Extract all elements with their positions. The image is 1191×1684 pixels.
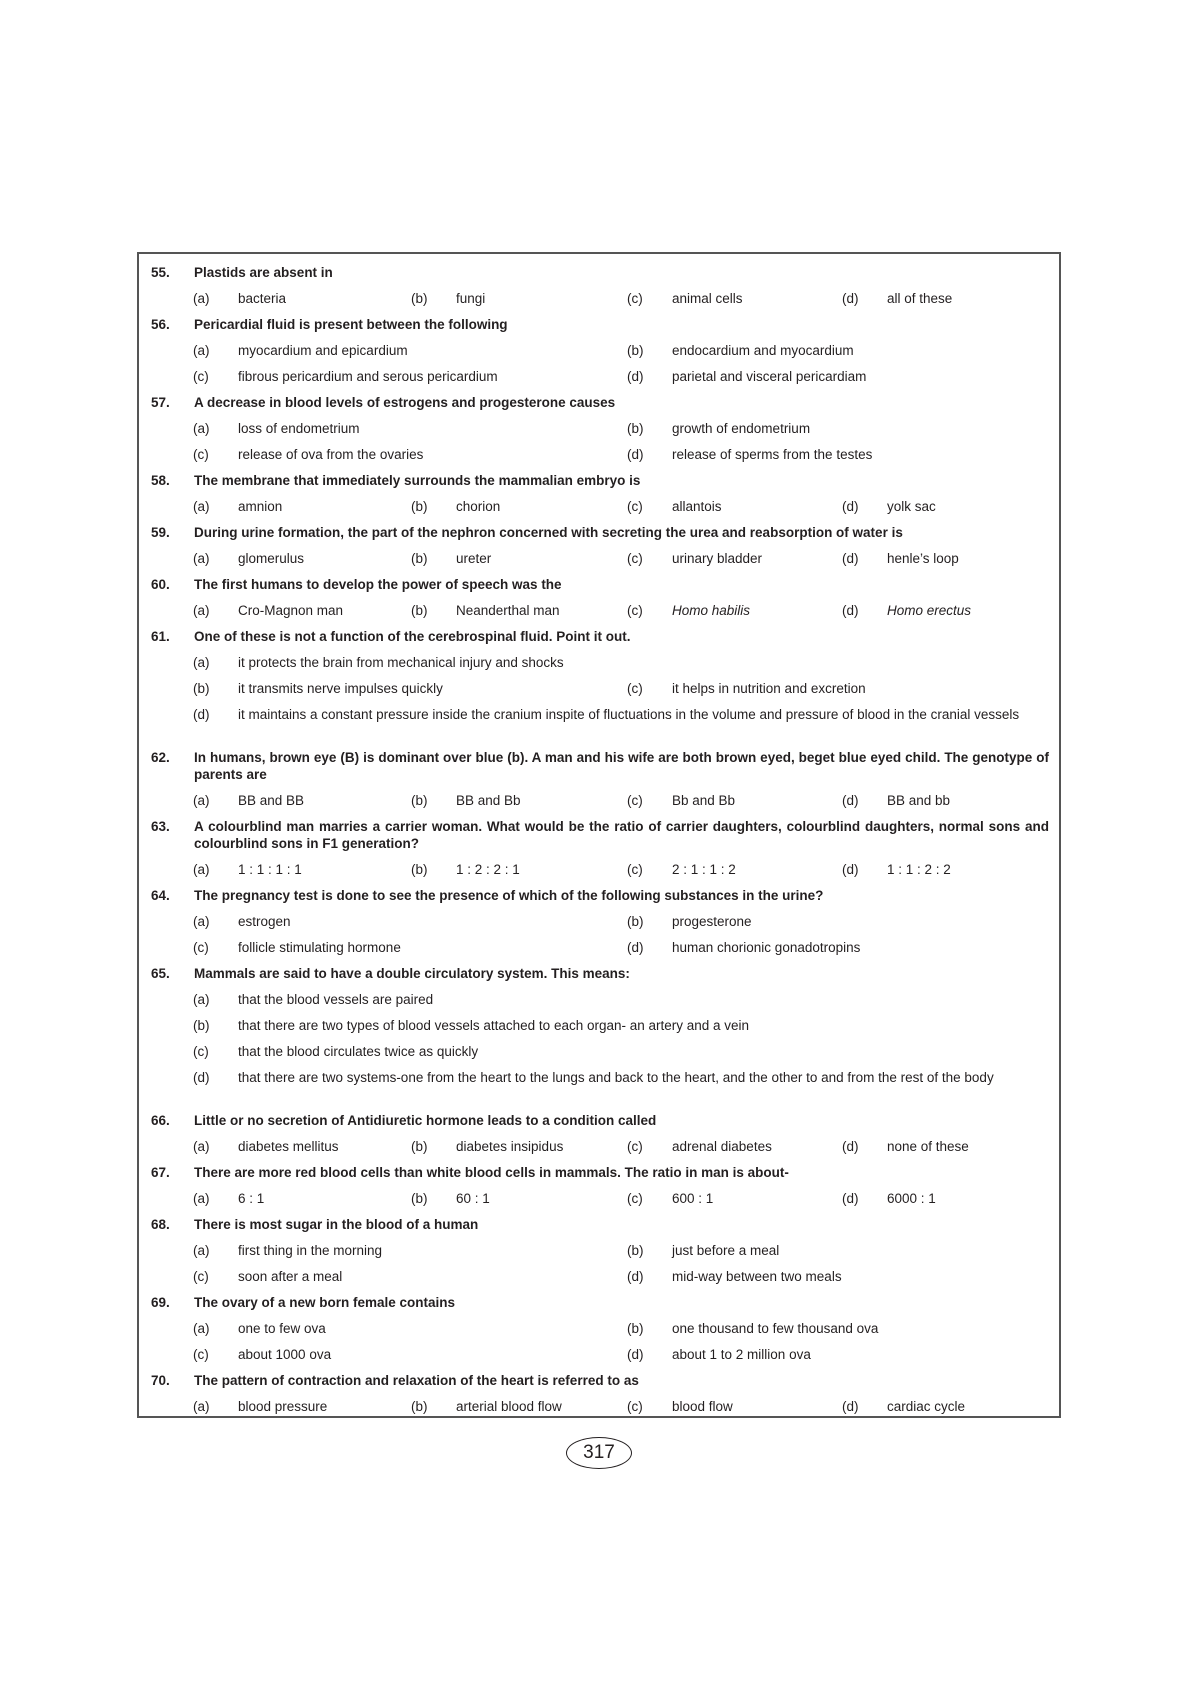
question-62	[151, 749, 1049, 783]
option-label: (d)	[627, 369, 644, 384]
question-text: A colourblind man marries a carrier woman. What would be the ratio of carrier daughters, colourblind daughters, normal sons and colourblind sons in F1 generation?	[194, 819, 1049, 851]
option-label: (c)	[193, 940, 209, 955]
option-text: that there are two types of blood vessels attached to each organ- an artery and a vein	[238, 1018, 750, 1033]
option-label: (c)	[627, 681, 643, 696]
option-label: (b)	[627, 343, 644, 358]
option-label: (c)	[193, 1044, 209, 1059]
option-text: it transmits nerve impulses quickly	[238, 681, 443, 696]
option-text: soon after a meal	[238, 1269, 343, 1284]
option-label: (d)	[627, 940, 644, 955]
question-56	[151, 316, 1049, 333]
option-text: mid-way between two meals	[672, 1269, 842, 1284]
option-text: 1 : 1 : 2 : 2	[887, 862, 951, 877]
option-label: (b)	[627, 1243, 644, 1258]
option-label: (c)	[193, 1347, 209, 1362]
option-label: (d)	[842, 291, 859, 306]
question-number: 70.	[151, 1373, 170, 1388]
option-text: about 1000 ova	[238, 1347, 332, 1362]
question-57	[151, 394, 1049, 411]
option-label: (b)	[627, 421, 644, 436]
question-55	[151, 264, 1049, 281]
option-text: release of sperms from the testes	[672, 447, 873, 462]
option-text: diabetes mellitus	[238, 1139, 339, 1154]
question-69	[151, 1294, 1049, 1311]
option-text: human chorionic gonadotropins	[672, 940, 861, 955]
question-number: 69.	[151, 1295, 170, 1310]
option-text: Homo habilis	[672, 603, 751, 618]
option-text: estrogen	[238, 914, 291, 929]
option-text: one thousand to few thousand ova	[672, 1321, 879, 1336]
option-text: henle’s loop	[887, 551, 959, 566]
option-label: (d)	[842, 499, 859, 514]
option-text: cardiac cycle	[887, 1399, 966, 1414]
option-label: (b)	[411, 793, 428, 808]
option-label: (a)	[193, 1321, 210, 1336]
question-text: Mammals are said to have a double circulatory system. This means:	[194, 966, 630, 981]
question-61	[151, 628, 1049, 645]
question-58	[151, 472, 1049, 489]
option-d	[193, 1069, 1049, 1086]
option-text: chorion	[456, 499, 501, 514]
option-label: (a)	[193, 862, 210, 877]
option-text: Cro-Magnon man	[238, 603, 344, 618]
option-text: blood pressure	[238, 1399, 328, 1414]
question-text: A decrease in blood levels of estrogens and progesterone causes	[194, 395, 616, 410]
option-label: (a)	[193, 499, 210, 514]
question-70	[151, 1372, 1049, 1389]
option-text: bacteria	[238, 291, 287, 306]
option-label: (b)	[627, 1321, 644, 1336]
option-text: that there are two systems-one from the heart to the lungs and back to the heart, and the other to and from the rest of the body	[238, 1070, 994, 1085]
option-label: (d)	[842, 551, 859, 566]
option-label: (b)	[627, 914, 644, 929]
option-label: (b)	[411, 603, 428, 618]
option-text: 6 : 1	[238, 1191, 265, 1206]
question-65	[151, 965, 1049, 982]
question-text: The ovary of a new born female contains	[194, 1295, 456, 1310]
option-text: release of ova from the ovaries	[238, 447, 424, 462]
question-number: 67.	[151, 1165, 170, 1180]
option-text: 1 : 1 : 1 : 1	[238, 862, 302, 877]
option-text: first thing in the morning	[238, 1243, 383, 1258]
question-number: 65.	[151, 966, 170, 981]
question-number: 58.	[151, 473, 170, 488]
question-text: The pattern of contraction and relaxation of the heart is referred to as	[194, 1373, 639, 1388]
option-text: fungi	[456, 291, 486, 306]
option-label: (b)	[411, 1139, 428, 1154]
option-text: Bb and Bb	[672, 793, 736, 808]
option-text: animal cells	[672, 291, 743, 306]
option-label: (b)	[193, 681, 210, 696]
option-label: (d)	[193, 1070, 210, 1085]
question-number: 60.	[151, 577, 170, 592]
option-label: (c)	[627, 603, 643, 618]
option-label: (c)	[627, 1139, 643, 1154]
option-label: (c)	[193, 1269, 209, 1284]
option-label: (d)	[627, 447, 644, 462]
option-label: (b)	[411, 499, 428, 514]
option-text: allantois	[672, 499, 722, 514]
option-label: (d)	[193, 707, 210, 722]
question-text: In humans, brown eye (B) is dominant over blue (b). A man and his wife are both brown eyed, beget blue eyed child. The genotype of parents are	[194, 750, 1049, 782]
option-label: (d)	[842, 793, 859, 808]
option-text: endocardium and myocardium	[672, 343, 854, 358]
option-label: (a)	[193, 421, 210, 436]
question-number: 55.	[151, 265, 170, 280]
option-label: (b)	[193, 1018, 210, 1033]
option-text: amnion	[238, 499, 283, 514]
option-label: (a)	[193, 603, 210, 618]
question-text: During urine formation, the part of the nephron concerned with secreting the urea and reabsorption of water is	[194, 525, 903, 540]
option-text: that the blood circulates twice as quickly	[238, 1044, 479, 1059]
option-label: (c)	[627, 793, 643, 808]
option-text: it protects the brain from mechanical injury and shocks	[238, 655, 564, 670]
question-63	[151, 818, 1049, 852]
option-label: (a)	[193, 291, 210, 306]
option-text: BB and BB	[238, 793, 305, 808]
option-text: BB and Bb	[456, 793, 521, 808]
option-text: myocardium and epicardium	[238, 343, 408, 358]
option-text: 1 : 2 : 2 : 1	[456, 862, 520, 877]
option-text: loss of endometrium	[238, 421, 360, 436]
option-text: diabetes insipidus	[456, 1139, 564, 1154]
option-text: urinary bladder	[672, 551, 763, 566]
option-label: (c)	[627, 862, 643, 877]
option-label: (a)	[193, 551, 210, 566]
question-text: One of these is not a function of the cerebrospinal fluid. Point it out.	[194, 629, 631, 644]
option-label: (d)	[842, 1139, 859, 1154]
option-d	[193, 706, 1049, 723]
option-label: (c)	[627, 1399, 643, 1414]
option-text: it maintains a constant pressure inside the cranium inspite of fluctuations in the volume and pressure of blood in the cranial vessels	[238, 707, 1020, 722]
option-label: (b)	[411, 1191, 428, 1206]
question-number: 66.	[151, 1113, 170, 1128]
question-text: The membrane that immediately surrounds the mammalian embryo is	[194, 473, 641, 488]
option-text: progesterone	[672, 914, 752, 929]
option-label: (b)	[411, 862, 428, 877]
option-text: follicle stimulating hormone	[238, 940, 401, 955]
option-text: Neanderthal man	[456, 603, 560, 618]
question-number: 64.	[151, 888, 170, 903]
option-text: ureter	[456, 551, 492, 566]
option-label: (d)	[842, 1399, 859, 1414]
question-60	[151, 576, 1049, 593]
option-label: (c)	[627, 551, 643, 566]
option-text: one to few ova	[238, 1321, 326, 1336]
option-text: BB and bb	[887, 793, 951, 808]
question-66	[151, 1112, 1049, 1129]
question-number: 68.	[151, 1217, 170, 1232]
question-number: 56.	[151, 317, 170, 332]
option-text: just before a meal	[672, 1243, 780, 1258]
question-67	[151, 1164, 1049, 1181]
option-label: (c)	[627, 291, 643, 306]
option-label: (a)	[193, 793, 210, 808]
question-text: Little or no secretion of Antidiuretic hormone leads to a condition called	[194, 1113, 657, 1128]
option-text: it helps in nutrition and excretion	[672, 681, 866, 696]
option-text: Homo erectus	[887, 603, 972, 618]
question-text: Pericardial fluid is present between the following	[194, 317, 508, 332]
option-text: adrenal diabetes	[672, 1139, 772, 1154]
option-label: (a)	[193, 343, 210, 358]
option-label: (a)	[193, 1243, 210, 1258]
option-label: (a)	[193, 1191, 210, 1206]
option-label: (a)	[193, 992, 210, 1007]
option-text: about 1 to 2 million ova	[672, 1347, 811, 1362]
option-label: (d)	[627, 1347, 644, 1362]
option-text: all of these	[887, 291, 953, 306]
option-text: arterial blood flow	[456, 1399, 562, 1414]
option-label: (c)	[193, 447, 209, 462]
option-text: growth of endometrium	[672, 421, 811, 436]
question-text: There is most sugar in the blood of a human	[194, 1217, 479, 1232]
option-label: (d)	[842, 1191, 859, 1206]
question-68	[151, 1216, 1049, 1233]
question-number: 62.	[151, 750, 170, 765]
option-label: (b)	[411, 1399, 428, 1414]
option-label: (c)	[627, 499, 643, 514]
question-64	[151, 887, 1049, 904]
option-text: blood flow	[672, 1399, 733, 1414]
option-text: 6000 : 1	[887, 1191, 936, 1206]
question-text: The pregnancy test is done to see the presence of which of the following substances in the urine?	[194, 888, 824, 903]
option-label: (a)	[193, 655, 210, 670]
option-text: none of these	[887, 1139, 969, 1154]
question-number: 63.	[151, 819, 170, 834]
option-text: that the blood vessels are paired	[238, 992, 434, 1007]
option-text: 600 : 1	[672, 1191, 714, 1206]
option-text: parietal and visceral pericardiam	[672, 369, 867, 384]
option-label: (a)	[193, 1399, 210, 1414]
option-text: 2 : 1 : 1 : 2	[672, 862, 736, 877]
question-number: 61.	[151, 629, 170, 644]
option-text: 60 : 1	[456, 1191, 490, 1206]
question-text: There are more red blood cells than white blood cells in mammals. The ratio in man is about-	[194, 1165, 789, 1180]
option-label: (b)	[411, 291, 428, 306]
option-label: (d)	[842, 603, 859, 618]
option-label: (d)	[627, 1269, 644, 1284]
page-number: 317	[566, 1437, 632, 1469]
option-label: (a)	[193, 914, 210, 929]
option-text: fibrous pericardium and serous pericardium	[238, 369, 498, 384]
question-number: 59.	[151, 525, 170, 540]
question-number: 57.	[151, 395, 170, 410]
option-label: (b)	[411, 551, 428, 566]
question-panel	[137, 252, 1061, 1418]
option-text: yolk sac	[887, 499, 936, 514]
question-text: The first humans to develop the power of speech was the	[194, 577, 562, 592]
option-label: (a)	[193, 1139, 210, 1154]
question-text: Plastids are absent in	[194, 265, 333, 280]
option-label: (d)	[842, 862, 859, 877]
question-59	[151, 524, 1049, 541]
option-text: glomerulus	[238, 551, 305, 566]
option-label: (c)	[193, 369, 209, 384]
option-label: (c)	[627, 1191, 643, 1206]
